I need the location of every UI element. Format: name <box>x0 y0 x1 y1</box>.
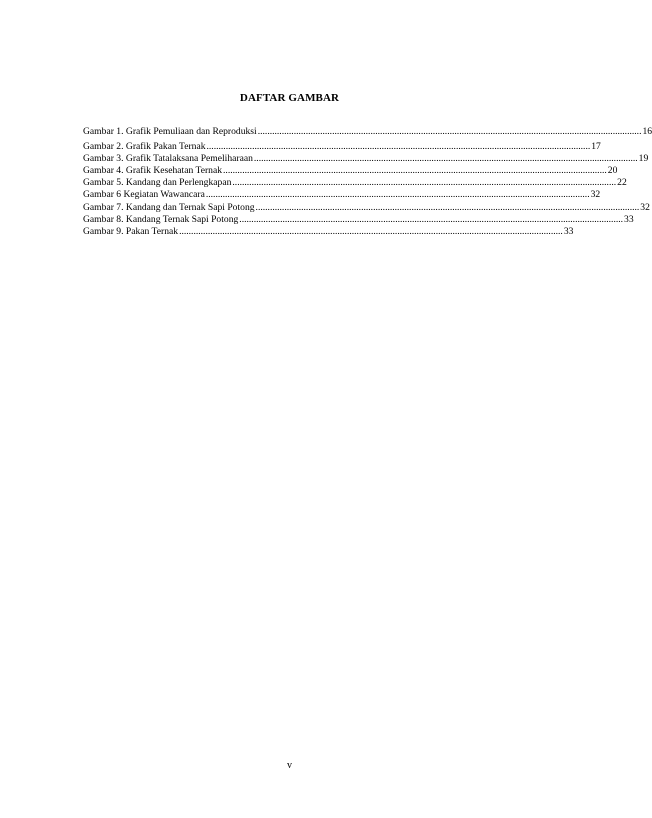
dot-leader: ................................................................................................................................................................ <box>206 140 591 152</box>
figure-entry-page: 20 <box>607 165 618 177</box>
figure-entry-page: 17 <box>591 140 601 152</box>
figure-list-item <box>83 189 601 201</box>
figure-entry-label: Gambar 1. Grafik Pemuliaan dan Reproduksi <box>83 126 257 137</box>
figure-list-item <box>83 177 627 189</box>
dot-leader: ................................................................................................................................................................ <box>253 152 638 164</box>
dot-leader: ................................................................................................................................................................ <box>205 189 590 201</box>
figure-list-item <box>83 213 634 226</box>
figure-entry-page: 33 <box>563 226 574 237</box>
figure-entry-label: Gambar 6 Kegiatan Wawancara <box>83 189 205 201</box>
page-number: v <box>287 760 292 771</box>
figure-entry-page: 16 <box>642 126 652 137</box>
figure-list-item <box>83 126 652 138</box>
figure-entry-page: 22 <box>617 177 627 189</box>
dot-leader: ................................................................................................................................................................ <box>179 226 563 237</box>
figure-entry-page: 33 <box>624 213 634 225</box>
figure-entry-label: Gambar 4. Grafik Kesehatan Ternak <box>83 165 223 177</box>
figure-list-item <box>83 152 649 165</box>
figure-list-item <box>83 165 618 177</box>
figure-entry-label: Gambar 9. Pakan Ternak <box>83 226 179 237</box>
figure-entry-label: Gambar 5. Kandang dan Perlengkapan <box>83 177 232 189</box>
dot-leader: ................................................................................................................................................................ <box>257 126 642 137</box>
page-title: DAFTAR GAMBAR <box>239 92 340 104</box>
figure-entry-page: 19 <box>638 152 649 164</box>
dot-leader: ................................................................................................................................................................ <box>255 201 640 213</box>
figure-entry-label: Gambar 7. Kandang dan Ternak Sapi Potong <box>83 201 255 213</box>
figure-list-item <box>83 226 574 238</box>
dot-leader: ................................................................................................................................................................ <box>223 165 607 177</box>
figure-list-item <box>83 140 601 153</box>
dot-leader: ................................................................................................................................................................ <box>239 213 624 225</box>
figure-list-item <box>83 201 650 214</box>
figure-entry-page: 32 <box>640 201 650 213</box>
figure-entry-label: Gambar 3. Grafik Tatalaksana Pemeliharaan <box>83 152 253 164</box>
figure-entry-label: Gambar 2. Grafik Pakan Ternak <box>83 140 206 152</box>
figure-entry-page: 32 <box>590 189 601 201</box>
figure-list <box>83 126 652 238</box>
figure-entry-label: Gambar 8. Kandang Ternak Sapi Potong <box>83 213 239 225</box>
dot-leader: ................................................................................................................................................................ <box>232 177 617 189</box>
